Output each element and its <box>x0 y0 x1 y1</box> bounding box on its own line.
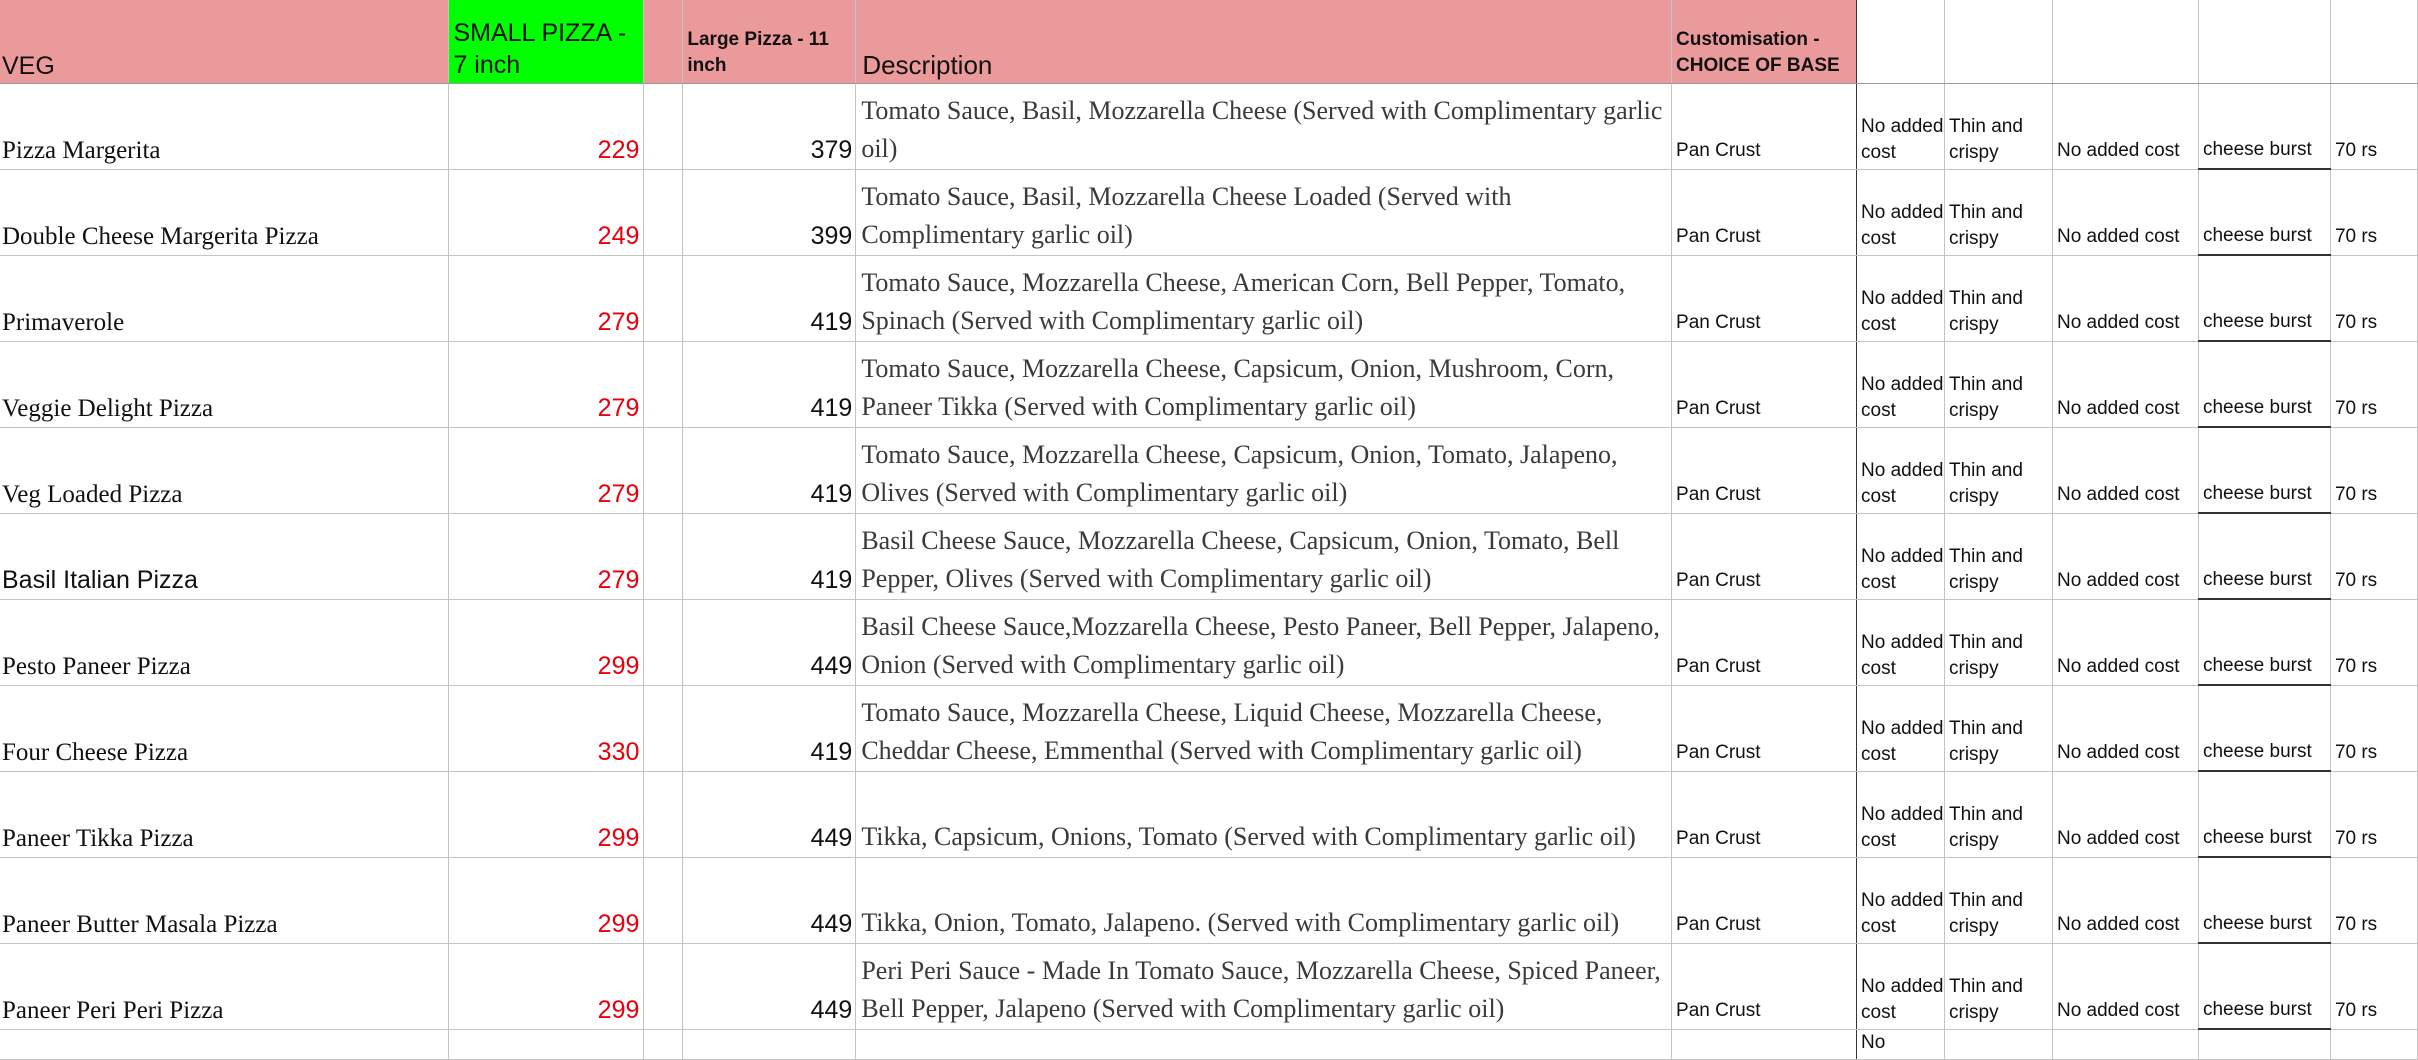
header-empty-cell[interactable] <box>644 0 683 84</box>
base-cost-cell[interactable]: No added cost <box>1857 685 1945 771</box>
extra-price-cell[interactable]: 70 rs <box>2330 513 2417 599</box>
base-cell[interactable]: Pan Crust <box>1672 599 1857 685</box>
small-price-cell[interactable]: 299 <box>449 599 644 685</box>
empty-cell[interactable] <box>1672 1029 1857 1059</box>
alt-cost-cell[interactable]: No added cost <box>2052 685 2198 771</box>
extra-cell[interactable]: cheese burst <box>2198 857 2330 943</box>
alt-base-cell[interactable]: Thin and crispy <box>1945 513 2053 599</box>
pizza-name-cell[interactable]: Paneer Tikka Pizza <box>0 771 449 857</box>
empty-cell[interactable] <box>644 685 683 771</box>
table-row <box>0 857 2418 943</box>
table-row <box>0 771 2418 857</box>
base-cell[interactable]: Pan Crust <box>1672 685 1857 771</box>
pizza-name-cell[interactable]: Primaverole <box>0 255 449 341</box>
empty-cell[interactable] <box>683 1029 856 1059</box>
pizza-name-cell[interactable]: Pesto Paneer Pizza <box>0 599 449 685</box>
large-price-cell[interactable]: 449 <box>683 943 856 1029</box>
empty-cell[interactable] <box>1945 1029 2053 1059</box>
small-price-cell[interactable]: 299 <box>449 943 644 1029</box>
alt-cost-cell[interactable]: No added cost <box>2052 599 2198 685</box>
alt-cost-cell[interactable]: No added cost <box>2052 341 2198 427</box>
pizza-name-cell[interactable]: Veg Loaded Pizza <box>0 427 449 513</box>
empty-cell[interactable] <box>644 84 683 170</box>
large-price-cell[interactable]: 399 <box>683 169 856 255</box>
alt-base-cell[interactable]: Thin and crispy <box>1945 341 2053 427</box>
small-price-cell[interactable]: 299 <box>449 771 644 857</box>
alt-cost-cell[interactable]: No added cost <box>2052 169 2198 255</box>
base-cost-cell[interactable]: No added cost <box>1857 427 1945 513</box>
table-row <box>0 943 2418 1029</box>
empty-cell[interactable] <box>2198 1029 2330 1059</box>
description-cell[interactable]: Tomato Sauce, Basil, Mozzarella Cheese (Served with Complimentary garlic oil) <box>856 84 1672 170</box>
description-cell[interactable]: Tomato Sauce, Basil, Mozzarella Cheese Loaded (Served with Complimentary garlic oil) <box>856 169 1672 255</box>
header-row <box>0 0 2418 84</box>
base-cost-cell[interactable]: No added cost <box>1857 771 1945 857</box>
extra-cell[interactable]: cheese burst <box>2198 427 2330 513</box>
base-cost-cell[interactable]: No added cost <box>1857 255 1945 341</box>
header-description[interactable]: Description <box>856 0 1672 84</box>
small-price-cell[interactable]: 330 <box>449 685 644 771</box>
base-cell[interactable]: Pan Crust <box>1672 169 1857 255</box>
table-row <box>0 427 2418 513</box>
large-price-cell[interactable]: 449 <box>683 857 856 943</box>
alt-base-cell[interactable]: Thin and crispy <box>1945 427 2053 513</box>
alt-cost-cell[interactable]: No added cost <box>2052 84 2198 170</box>
extra-price-cell[interactable]: 70 rs <box>2330 427 2417 513</box>
table-row <box>0 685 2418 771</box>
empty-cell[interactable] <box>644 341 683 427</box>
base-cost-cell[interactable]: No added cost <box>1857 857 1945 943</box>
extra-cell[interactable]: cheese burst <box>2198 169 2330 255</box>
empty-cell[interactable] <box>644 943 683 1029</box>
description-cell[interactable]: Peri Peri Sauce - Made In Tomato Sauce, Mozzarella Cheese, Spiced Paneer, Bell Pepper, Jalapeno (Served with Complimentary garlic oil) <box>856 943 1672 1029</box>
alt-base-cell[interactable]: Thin and crispy <box>1945 943 2053 1029</box>
small-price-cell[interactable]: 279 <box>449 341 644 427</box>
extra-price-cell[interactable]: 70 rs <box>2330 599 2417 685</box>
extra-price-cell[interactable]: 70 rs <box>2330 685 2417 771</box>
empty-cell[interactable] <box>644 513 683 599</box>
extra-cell[interactable]: cheese burst <box>2198 84 2330 170</box>
empty-cell[interactable] <box>856 1029 1672 1059</box>
empty-cell[interactable] <box>644 1029 683 1059</box>
description-cell[interactable]: Tomato Sauce, Mozzarella Cheese, Capsicum, Onion, Mushroom, Corn, Paneer Tikka (Served with Complimentary garlic oil) <box>856 341 1672 427</box>
table-row <box>0 341 2418 427</box>
small-price-cell[interactable]: 249 <box>449 169 644 255</box>
header-small-pizza[interactable]: SMALL PIZZA - 7 inch <box>449 0 644 84</box>
empty-cell[interactable] <box>644 255 683 341</box>
alt-base-cell[interactable]: Thin and crispy <box>1945 685 2053 771</box>
extra-cell[interactable]: cheese burst <box>2198 771 2330 857</box>
extra-cell[interactable]: cheese burst <box>2198 513 2330 599</box>
base-cost-cell[interactable]: No added cost <box>1857 84 1945 170</box>
pizza-name-cell[interactable]: Paneer Peri Peri Pizza <box>0 943 449 1029</box>
extra-price-cell[interactable]: 70 rs <box>2330 943 2417 1029</box>
base-cost-cell[interactable]: No added cost <box>1857 943 1945 1029</box>
empty-cell[interactable] <box>644 857 683 943</box>
table-row <box>0 513 2418 599</box>
small-price-cell[interactable]: 229 <box>449 84 644 170</box>
extra-price-cell[interactable]: 70 rs <box>2330 857 2417 943</box>
base-cell[interactable]: Pan Crust <box>1672 857 1857 943</box>
alt-cost-cell[interactable]: No added cost <box>2052 513 2198 599</box>
small-price-cell[interactable]: 279 <box>449 513 644 599</box>
extra-price-cell[interactable]: 70 rs <box>2330 169 2417 255</box>
description-cell[interactable]: Basil Cheese Sauce,Mozzarella Cheese, Pesto Paneer, Bell Pepper, Jalapeno, Onion (Served with Complimentary garlic oil) <box>856 599 1672 685</box>
alt-base-cell[interactable]: Thin and crispy <box>1945 255 2053 341</box>
pizza-name-cell[interactable]: Veggie Delight Pizza <box>0 341 449 427</box>
large-price-cell[interactable]: 379 <box>683 84 856 170</box>
extra-cell[interactable]: cheese burst <box>2198 255 2330 341</box>
pizza-name-cell[interactable]: Four Cheese Pizza <box>0 685 449 771</box>
alt-base-cell[interactable]: Thin and crispy <box>1945 857 2053 943</box>
alt-cost-cell[interactable]: No added cost <box>2052 427 2198 513</box>
empty-cell[interactable] <box>2330 1029 2417 1059</box>
extra-cell[interactable]: cheese burst <box>2198 341 2330 427</box>
description-cell[interactable]: Basil Cheese Sauce, Mozzarella Cheese, Capsicum, Onion, Tomato, Bell Pepper, Olives (Served with Complimentary garlic oil) <box>856 513 1672 599</box>
base-cell[interactable]: Pan Crust <box>1672 943 1857 1029</box>
large-price-cell[interactable]: 419 <box>683 685 856 771</box>
base-cost-cell[interactable]: No added cost <box>1857 341 1945 427</box>
table-row <box>0 1029 2418 1059</box>
pizza-name-cell[interactable]: Basil Italian Pizza <box>0 513 449 599</box>
base-cost-cell[interactable]: No <box>1857 1029 1945 1059</box>
alt-base-cell[interactable]: Thin and crispy <box>1945 169 2053 255</box>
large-price-cell[interactable]: 419 <box>683 255 856 341</box>
empty-cell[interactable] <box>644 169 683 255</box>
table-row <box>0 84 2418 170</box>
empty-cell[interactable] <box>644 599 683 685</box>
header-empty-cell[interactable] <box>1857 0 1945 84</box>
description-cell[interactable]: Tomato Sauce, Mozzarella Cheese, Capsicum, Onion, Tomato, Jalapeno, Olives (Served with Complimentary garlic oil) <box>856 427 1672 513</box>
alt-base-cell[interactable]: Thin and crispy <box>1945 771 2053 857</box>
base-cell[interactable]: Pan Crust <box>1672 84 1857 170</box>
empty-cell[interactable] <box>0 1029 449 1059</box>
alt-cost-cell[interactable]: No added cost <box>2052 255 2198 341</box>
extra-cell[interactable]: cheese burst <box>2198 685 2330 771</box>
large-price-cell[interactable]: 419 <box>683 513 856 599</box>
empty-cell[interactable] <box>644 427 683 513</box>
empty-cell[interactable] <box>2052 1029 2198 1059</box>
header-empty-cell[interactable] <box>2052 0 2198 84</box>
large-price-cell[interactable]: 419 <box>683 427 856 513</box>
pizza-name-cell[interactable]: Double Cheese Margerita Pizza <box>0 169 449 255</box>
alt-cost-cell[interactable]: No added cost <box>2052 857 2198 943</box>
pizza-name-cell[interactable]: Paneer Butter Masala Pizza <box>0 857 449 943</box>
empty-cell[interactable] <box>449 1029 644 1059</box>
base-cell[interactable]: Pan Crust <box>1672 513 1857 599</box>
alt-base-cell[interactable]: Thin and crispy <box>1945 599 2053 685</box>
base-cost-cell[interactable]: No added cost <box>1857 599 1945 685</box>
extra-price-cell[interactable]: 70 rs <box>2330 84 2417 170</box>
extra-price-cell[interactable]: 70 rs <box>2330 341 2417 427</box>
table-row <box>0 255 2418 341</box>
description-cell[interactable]: Tikka, Onion, Tomato, Jalapeno. (Served with Complimentary garlic oil) <box>856 857 1672 943</box>
header-empty-cell[interactable] <box>2330 0 2417 84</box>
base-cost-cell[interactable]: No added cost <box>1857 169 1945 255</box>
extra-price-cell[interactable]: 70 rs <box>2330 255 2417 341</box>
base-cell[interactable]: Pan Crust <box>1672 255 1857 341</box>
table-row <box>0 169 2418 255</box>
small-price-cell[interactable]: 279 <box>449 427 644 513</box>
description-cell[interactable]: Tomato Sauce, Mozzarella Cheese, Liquid Cheese, Mozzarella Cheese, Cheddar Cheese, Emmenthal (Served with Complimentary garlic oil) <box>856 685 1672 771</box>
header-large-pizza[interactable]: Large Pizza - 11 inch <box>683 0 856 84</box>
table-row <box>0 599 2418 685</box>
small-price-cell[interactable]: 279 <box>449 255 644 341</box>
small-price-cell[interactable]: 299 <box>449 857 644 943</box>
pizza-name-cell[interactable]: Pizza Margerita <box>0 84 449 170</box>
large-price-cell[interactable]: 449 <box>683 599 856 685</box>
large-price-cell[interactable]: 449 <box>683 771 856 857</box>
large-price-cell[interactable]: 419 <box>683 341 856 427</box>
alt-base-cell[interactable]: Thin and crispy <box>1945 84 2053 170</box>
base-cell[interactable]: Pan Crust <box>1672 771 1857 857</box>
extra-cell[interactable]: cheese burst <box>2198 599 2330 685</box>
header-customisation[interactable]: Customisation - CHOICE OF BASE <box>1672 0 1857 84</box>
alt-cost-cell[interactable]: No added cost <box>2052 943 2198 1029</box>
description-cell[interactable]: Tikka, Capsicum, Onions, Tomato (Served with Complimentary garlic oil) <box>856 771 1672 857</box>
header-veg[interactable]: VEG <box>0 0 449 84</box>
empty-cell[interactable] <box>644 771 683 857</box>
extra-price-cell[interactable]: 70 rs <box>2330 771 2417 857</box>
alt-cost-cell[interactable]: No added cost <box>2052 771 2198 857</box>
header-empty-cell[interactable] <box>1945 0 2053 84</box>
base-cell[interactable]: Pan Crust <box>1672 427 1857 513</box>
extra-cell[interactable]: cheese burst <box>2198 943 2330 1029</box>
base-cell[interactable]: Pan Crust <box>1672 341 1857 427</box>
header-empty-cell[interactable] <box>2198 0 2330 84</box>
base-cost-cell[interactable]: No added cost <box>1857 513 1945 599</box>
description-cell[interactable]: Tomato Sauce, Mozzarella Cheese, American Corn, Bell Pepper, Tomato, Spinach (Served with Complimentary garlic oil) <box>856 255 1672 341</box>
